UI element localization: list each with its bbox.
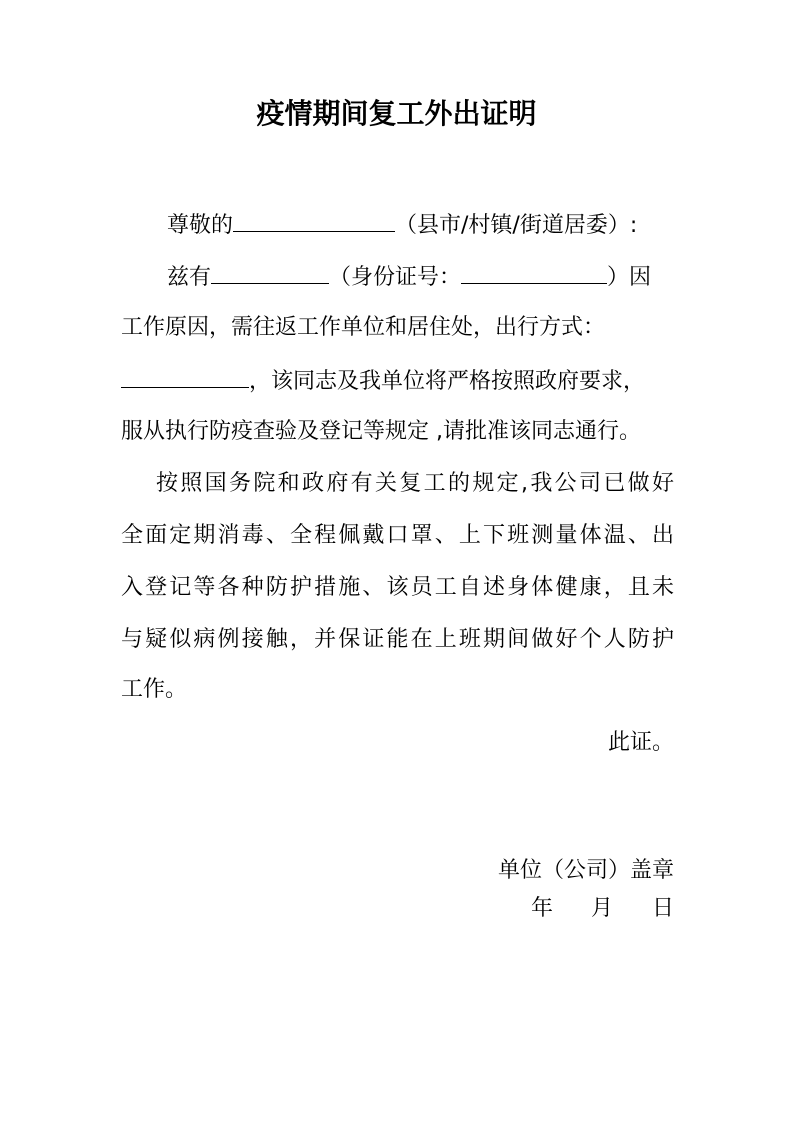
text: 兹有 — [167, 265, 212, 290]
greeting-suffix: （县市/村镇/街道居委）: — [395, 213, 638, 238]
company-seal-label: 单位（公司）盖章 — [497, 858, 674, 883]
day-label: 日 — [652, 896, 675, 921]
closing: 此证。 — [607, 730, 674, 755]
greeting-line — [121, 209, 674, 241]
id-number-blank[interactable] — [461, 261, 607, 284]
text: ，该同志及我单位将严格按照政府要求， — [249, 369, 646, 394]
year-label: 年 — [531, 896, 554, 921]
recipient-blank[interactable] — [233, 209, 395, 232]
body-line: 工作原因，需往返工作单位和居住处，出行方式： — [121, 315, 606, 340]
text: （身份证号： — [329, 265, 462, 290]
body-line: 与疑似病例接触，并保证能在上班期间做好个人防护 — [121, 627, 674, 652]
text: ）因 — [607, 265, 652, 290]
body-line: 按照国务院和政府有关复工的规定,我公司已做好 — [156, 471, 674, 496]
name-blank[interactable] — [211, 261, 329, 284]
travel-method-blank[interactable] — [121, 365, 249, 388]
travel-method-line — [121, 365, 674, 397]
body-line: 入登记等各种防护措施、该员工自述身体健康，且未 — [121, 575, 674, 600]
body-line: 服从执行防疫查验及登记等规定 ,请批准该同志通行。 — [121, 419, 641, 444]
greeting-prefix: 尊敬的 — [167, 213, 234, 238]
body-line: 全面定期消毒、全程佩戴口罩、上下班测量体温、出 — [121, 523, 674, 548]
month-label: 月 — [591, 896, 614, 921]
document-title: 疫情期间复工外出证明 — [256, 97, 537, 130]
body-line: 工作。 — [121, 677, 188, 702]
person-line — [121, 261, 674, 293]
